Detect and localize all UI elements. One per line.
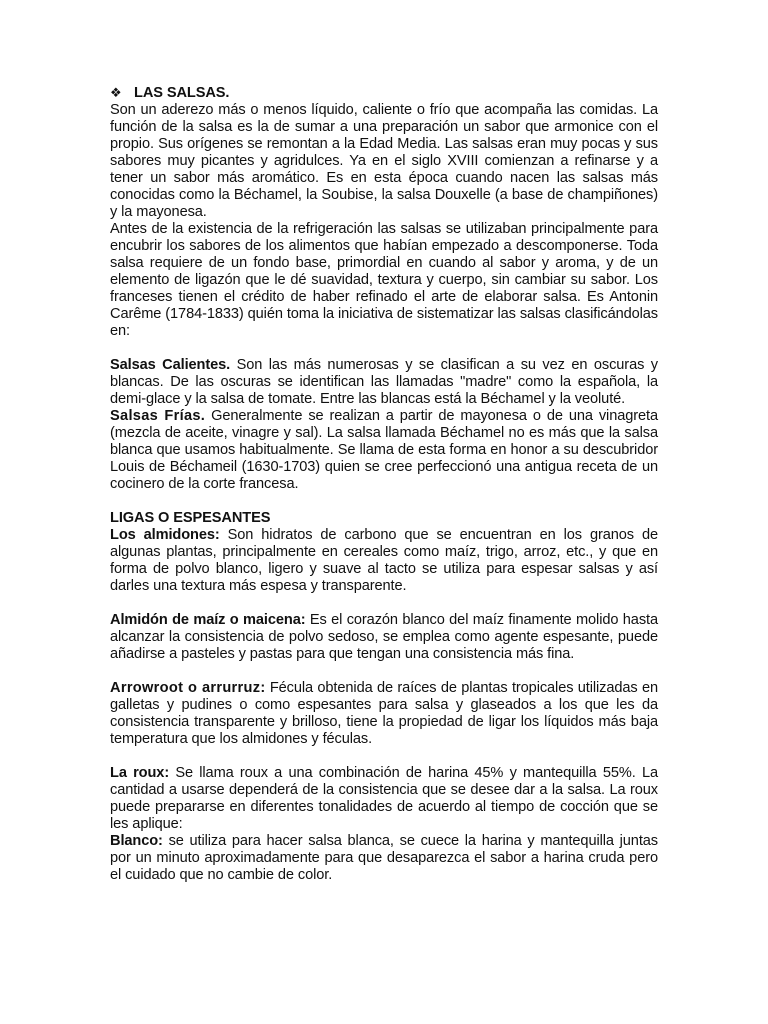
maicena-paragraph	[110, 612, 658, 663]
salsas-calientes-paragraph	[110, 357, 658, 408]
blanco-term: Blanco:	[110, 833, 163, 849]
roux-paragraph	[110, 765, 658, 833]
blanco-text: se utiliza para hacer salsa blanca, se cuece la harina y mantequilla juntas por un minuto aproximadamente para que desaparezca el sabor a harina cruda pero el cuidado que no cambie de color.	[110, 833, 658, 883]
roux-term: La roux:	[110, 765, 170, 781]
ligas-heading: LIGAS O ESPESANTES	[110, 510, 271, 526]
almidones-paragraph	[110, 527, 658, 595]
salsas-frias-paragraph	[110, 408, 658, 493]
blanco-paragraph	[110, 833, 658, 884]
almidones-term: Los almidones:	[110, 527, 220, 543]
arrowroot-text: Fécula obtenida de raíces de plantas tropicales utilizadas en galletas y pudines o como espesantes para salsa y glaseados a los que les da consistencia transparente y brilloso, tiene la propiedad de ligar los líquidos más baja temperatura que los almidones y féculas.	[110, 680, 658, 747]
maicena-text: Es el corazón blanco del maíz finamente molido hasta alcanzar la consistencia de polvo sedoso, se emplea como agente espesante, puede añadirse a pasteles y pastas para que tengan una consistencia más fina.	[110, 612, 658, 662]
arrowroot-term: Arrowroot o arrurruz:	[110, 680, 266, 696]
roux-text: Se llama roux a una combinación de harina 45% y mantequilla 55%. La cantidad a usarse dependerá de la consistencia que se desee dar a la salsa. La roux puede prepararse en diferentes tonalidades de acuerdo al tiempo de cocción que se les aplique:	[110, 765, 658, 832]
arrowroot-paragraph	[110, 680, 658, 748]
salsas-frias-text: Generalmente se realizan a partir de mayonesa o de una vinagreta (mezcla de aceite, vinagre y sal). La salsa llamada Béchamel no es más que la salsa blanca que usamos habitualmente. Se llama de esta forma en honor a su descubridor Louis de Béchameil (1630-1703) quien se cree perfeccionó una antigua receta de un cocinero de la corte francesa.	[110, 408, 658, 492]
spacer	[110, 663, 658, 680]
section-title-line	[110, 84, 658, 102]
spacer	[110, 493, 658, 510]
salsas-calientes-term: Salsas Calientes.	[110, 357, 231, 373]
spacer	[110, 595, 658, 612]
document-page	[110, 84, 658, 884]
spacer	[110, 748, 658, 765]
section-title: LAS SALSAS.	[134, 85, 230, 101]
intro-paragraph: Son un aderezo más o menos líquido, caliente o frío que acompaña las comidas. La función de la salsa es la de sumar a una preparación un sabor que armonice con el propio. Sus orígenes se remontan a la Edad Media. Las salsas eran muy pocas y sus sabores muy picantes y agridulces. Ya en el siglo XVIII comienzan a refinarse y a tener un sabor más aromático. Es en esta época cuando nacen las salsas más conocidas como la Béchamel, la Soubise, la salsa Douxelle (a base de champiñones) y la mayonesa.	[110, 102, 658, 220]
maicena-term: Almidón de maíz o maicena:	[110, 612, 306, 628]
diamond-bullet-icon: ❖	[110, 85, 122, 100]
salsas-frias-term: Salsas Frías.	[110, 408, 206, 424]
history-paragraph: Antes de la existencia de la refrigeración las salsas se utilizaban principalmente para encubrir los sabores de los alimentos que habían empezado a descomponerse. Toda salsa requiere de un fondo base, primordial en cuando al sabor y aroma, y de un elemento de ligazón que le dé suavidad, textura y cuerpo, sin cambiar su sabor. Los franceses tienen el crédito de haber refinado el arte de elaborar salsa. Es Antonin Carême (1784-1833) quién toma la iniciativa de sistematizar las salsas clasificándolas en:	[110, 221, 658, 339]
salsas-calientes-text: Son las más numerosas y se clasifican a su vez en oscuras y blancas. De las oscuras se identifican las llamadas "madre" como la española, la demi-glace y la salsa de tomate. Entre las blancas está la Béchamel y la veoluté.	[110, 357, 658, 407]
almidones-text: Son hidratos de carbono que se encuentran en los granos de algunas plantas, principalmente en cereales como maíz, trigo, arroz, etc., y que en forma de polvo blanco, ligero y suave al tacto se utiliza para espesar salsas y así darles una textura más espesa y transparente.	[110, 527, 659, 594]
spacer	[110, 340, 658, 357]
